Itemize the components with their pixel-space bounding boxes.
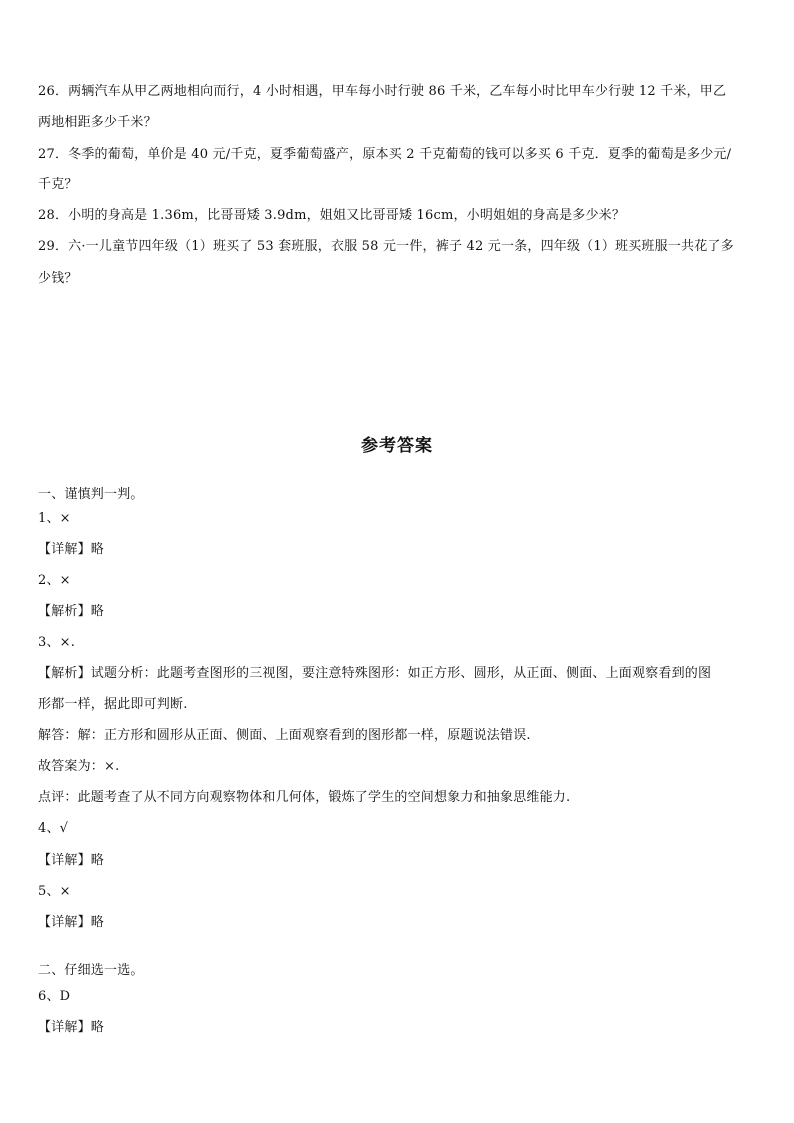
question-27-line-1: 27．冬季的葡萄，单价是 40 元/千克，夏季葡萄盛产，原本买 2 千克葡萄的钱可以多买 6 千克．夏季的葡萄是多少元/: [38, 147, 732, 162]
answer-2-detail: 【解析】略: [38, 604, 105, 619]
answer-3: 3、×.: [38, 635, 76, 650]
question-27-line-2: 千克？: [38, 177, 78, 192]
answer-6: 6、D: [38, 989, 71, 1004]
question-26-line-1: 26．两辆汽车从甲乙两地相向而行，4 小时相遇，甲车每小时行驶 86 千米，乙车每小时比甲车少行驶 12 千米，甲乙: [38, 84, 727, 99]
answer-1: 1、×: [38, 511, 71, 526]
section-2-heading: 二、仔细选一选。: [38, 963, 144, 978]
answer-5-detail: 【详解】略: [38, 915, 105, 930]
answer-3-analysis-line-1: 【解析】试题分析：此题考查图形的三视图，要注意特殊图形：如正方形、圆形，从正面、侧面、上面观察看到的图: [38, 666, 712, 681]
question-29-line-2: 少钱？: [38, 271, 78, 286]
question-26-line-2: 两地相距多少千米？: [38, 115, 157, 130]
question-28-line-1: 28．小明的身高是 1.36m，比哥哥矮 3.9dm，姐姐又比哥哥矮 16cm，小明姐姐的身高是多少米？: [38, 208, 626, 223]
answer-4-detail: 【详解】略: [38, 853, 105, 868]
answer-3-analysis-line-2: 形都一样，据此即可判断.: [38, 697, 188, 712]
answer-1-detail: 【详解】略: [38, 542, 105, 557]
answer-2: 2、×: [38, 573, 71, 588]
answers-title: 参考答案: [361, 436, 433, 456]
section-1-heading: 一、谨慎判一判。: [38, 487, 144, 502]
answer-3-solution: 解答：解：正方形和圆形从正面、侧面、上面观察看到的图形都一样，原题说法错误.: [38, 728, 531, 743]
answer-3-conclusion: 故答案为：×.: [38, 759, 120, 774]
answer-6-detail: 【详解】略: [38, 1020, 105, 1035]
question-29-line-1: 29．六·一儿童节四年级（1）班买了 53 套班服，衣服 58 元一件，裤子 42 元一条，四年级（1）班买班服一共花了多: [38, 239, 734, 254]
answer-3-comment: 点评：此题考查了从不同方向观察物体和几何体，锻炼了学生的空间想象力和抽象思维能力.: [38, 790, 571, 805]
answer-4: 4、√: [38, 821, 69, 836]
answer-5: 5、×: [38, 884, 71, 899]
